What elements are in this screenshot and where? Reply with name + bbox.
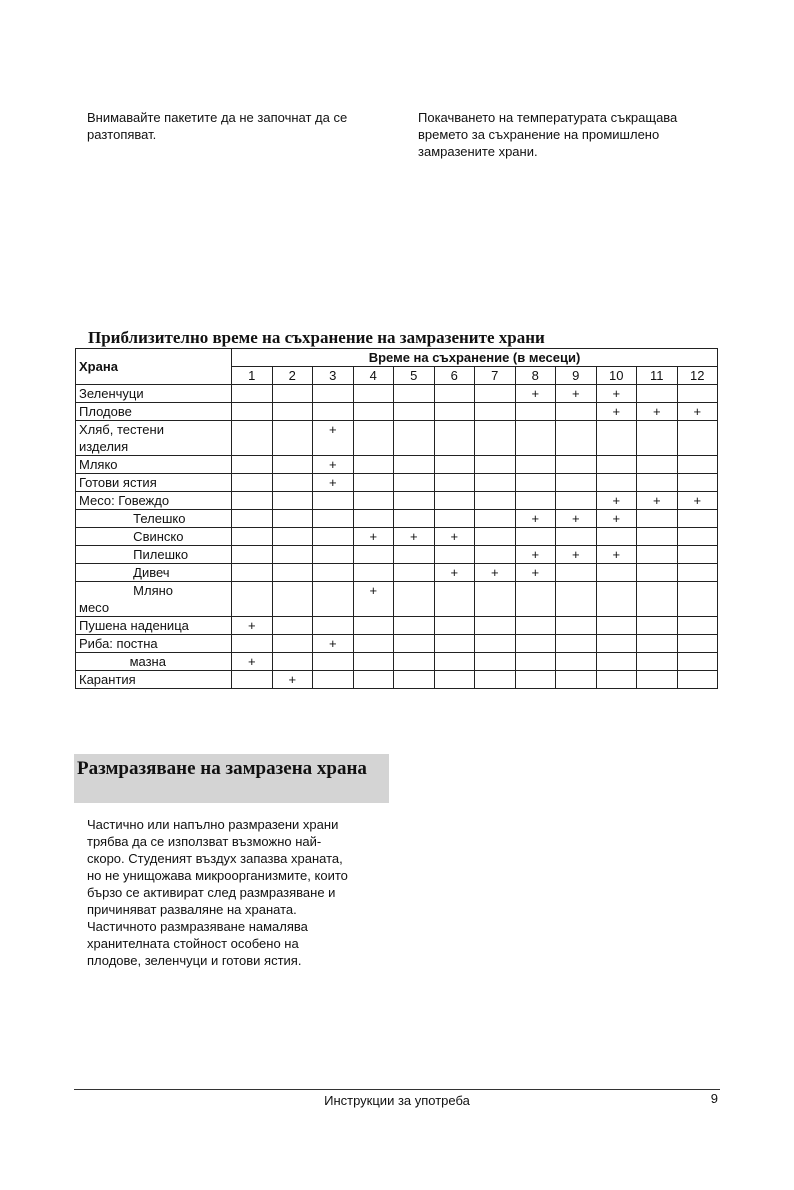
empty-month-cell [515,653,556,671]
empty-month-cell [637,421,678,456]
storage-mark-cell: + [353,582,394,617]
empty-month-cell [637,653,678,671]
empty-month-cell [475,528,516,546]
empty-month-cell [596,564,637,582]
table-row [76,403,718,421]
month-header-cell: 7 [475,367,516,385]
empty-month-cell [637,582,678,617]
storage-mark-cell: + [677,403,718,421]
empty-month-cell [394,617,435,635]
food-label-cell: Свинско [76,528,232,546]
empty-month-cell [677,635,718,653]
food-label-cell: Телешко [76,510,232,528]
empty-month-cell [637,635,678,653]
food-label-cell: Плодове [76,403,232,421]
empty-month-cell [434,421,475,456]
food-label-cell: Месо: Говеждо [76,492,232,510]
empty-month-cell [637,510,678,528]
storage-mark-cell: + [515,564,556,582]
empty-month-cell [677,653,718,671]
empty-month-cell [313,546,354,564]
food-label-cell: Риба: постна [76,635,232,653]
empty-month-cell [232,564,273,582]
empty-month-cell [353,403,394,421]
empty-month-cell [272,528,313,546]
empty-month-cell [515,582,556,617]
empty-month-cell [232,385,273,403]
empty-month-cell [637,456,678,474]
empty-month-cell [272,510,313,528]
page-number: 9 [710,1091,718,1106]
food-label-cell: мазна [76,653,232,671]
empty-month-cell [313,564,354,582]
storage-mark-cell: + [475,564,516,582]
thaw-section-heading: Размразяване на замразена храна [77,758,367,779]
storage-mark-cell: + [596,546,637,564]
empty-month-cell [434,653,475,671]
month-header-cell: 3 [313,367,354,385]
footer-title: Инструкции за употреба [324,1093,470,1108]
empty-month-cell [232,492,273,510]
storage-mark-cell: + [313,456,354,474]
empty-month-cell [272,653,313,671]
footer-divider [74,1089,720,1090]
empty-month-cell [434,546,475,564]
month-header-cell: 2 [272,367,313,385]
empty-month-cell [353,456,394,474]
empty-month-cell [556,403,597,421]
empty-month-cell [677,528,718,546]
empty-month-cell [515,617,556,635]
empty-month-cell [475,456,516,474]
empty-month-cell [394,564,435,582]
storage-mark-cell: + [515,510,556,528]
empty-month-cell [313,510,354,528]
empty-month-cell [556,492,597,510]
month-header-cell: 1 [232,367,273,385]
empty-month-cell [475,546,516,564]
empty-month-cell [272,582,313,617]
empty-month-cell [313,671,354,689]
empty-month-cell [677,546,718,564]
empty-month-cell [475,635,516,653]
empty-month-cell [232,510,273,528]
storage-mark-cell: + [313,474,354,492]
storage-mark-cell: + [596,492,637,510]
storage-mark-cell: + [637,403,678,421]
empty-month-cell [556,474,597,492]
empty-month-cell [394,671,435,689]
month-header-cell: 9 [556,367,597,385]
empty-month-cell [475,403,516,421]
empty-month-cell [515,492,556,510]
storage-mark-cell: + [232,617,273,635]
empty-month-cell [353,474,394,492]
storage-mark-cell: + [677,492,718,510]
food-label-cell: Пушена наденица [76,617,232,635]
empty-month-cell [475,671,516,689]
storage-mark-cell: + [596,403,637,421]
intro-right-paragraph: Покачването на температурата съкращава времето за съхранение на промишлено замразените храни. [418,110,678,159]
month-header-cell: 6 [434,367,475,385]
food-label-cell: Мляко [76,456,232,474]
empty-month-cell [677,474,718,492]
empty-month-cell [272,635,313,653]
table-row [76,564,718,582]
empty-month-cell [596,456,637,474]
empty-month-cell [475,510,516,528]
empty-month-cell [353,385,394,403]
empty-month-cell [596,474,637,492]
table-row [76,385,718,403]
empty-month-cell [596,671,637,689]
empty-month-cell [556,671,597,689]
empty-month-cell [434,456,475,474]
month-header-cell: 8 [515,367,556,385]
empty-month-cell [272,403,313,421]
empty-month-cell [434,474,475,492]
empty-month-cell [556,564,597,582]
empty-month-cell [556,635,597,653]
storage-mark-cell: + [515,385,556,403]
table-row [76,671,718,689]
empty-month-cell [515,528,556,546]
food-label-cell: Пилешко [76,546,232,564]
empty-month-cell [556,617,597,635]
empty-month-cell [353,492,394,510]
empty-month-cell [272,492,313,510]
empty-month-cell [394,385,435,403]
empty-month-cell [677,510,718,528]
empty-month-cell [232,546,273,564]
storage-mark-cell: + [556,385,597,403]
storage-mark-cell: + [596,385,637,403]
storage-mark-cell: + [353,528,394,546]
empty-month-cell [556,582,597,617]
empty-month-cell [353,653,394,671]
food-label-cell: Хляб, тестени изделия [76,421,232,456]
empty-month-cell [353,510,394,528]
empty-month-cell [637,474,678,492]
empty-month-cell [434,671,475,689]
table-row [76,510,718,528]
empty-month-cell [313,492,354,510]
empty-month-cell [434,510,475,528]
empty-month-cell [232,421,273,456]
empty-month-cell [394,635,435,653]
empty-month-cell [394,582,435,617]
empty-month-cell [475,617,516,635]
thaw-section-body: Частично или напълно размразени храни трябва да се използват възможно най- скоро. Студеният въздух запазва храната, но не унищожава микроорганизмите, които бързо се активират след размразяване и причиняват разваляне на храната. Частичното размразяване намалява хранителната стойност особено на плодове, зеленчуци и готови ястия. [87,817,348,968]
table-row [76,546,718,564]
month-header-cell: 5 [394,367,435,385]
storage-mark-cell: + [434,564,475,582]
empty-month-cell [677,385,718,403]
empty-month-cell [232,635,273,653]
empty-month-cell [515,474,556,492]
empty-month-cell [313,617,354,635]
empty-month-cell [394,421,435,456]
empty-month-cell [515,403,556,421]
empty-month-cell [232,456,273,474]
empty-month-cell [475,653,516,671]
storage-mark-cell: + [556,510,597,528]
empty-month-cell [515,456,556,474]
empty-month-cell [677,671,718,689]
empty-month-cell [637,528,678,546]
empty-month-cell [272,564,313,582]
empty-month-cell [434,617,475,635]
empty-month-cell [637,617,678,635]
table-row [76,421,718,456]
empty-month-cell [232,474,273,492]
storage-mark-cell: + [596,510,637,528]
empty-month-cell [556,421,597,456]
food-label-cell: Зеленчуци [76,385,232,403]
table-row [76,617,718,635]
empty-month-cell [637,671,678,689]
empty-month-cell [596,617,637,635]
empty-month-cell [434,582,475,617]
empty-month-cell [677,617,718,635]
storage-mark-cell: + [394,528,435,546]
empty-month-cell [272,546,313,564]
storage-mark-cell: + [272,671,313,689]
empty-month-cell [394,474,435,492]
empty-month-cell [394,456,435,474]
month-header-cell: 11 [637,367,678,385]
empty-month-cell [637,564,678,582]
empty-month-cell [272,385,313,403]
empty-month-cell [434,492,475,510]
table-row [76,492,718,510]
empty-month-cell [677,456,718,474]
empty-month-cell [475,582,516,617]
empty-month-cell [596,528,637,546]
month-header-cell: 4 [353,367,394,385]
food-label-cell: Мляно месо [76,582,232,617]
table-row [76,528,718,546]
empty-month-cell [434,385,475,403]
empty-month-cell [394,546,435,564]
month-header-cell: 10 [596,367,637,385]
table-row [76,582,718,617]
empty-month-cell [475,492,516,510]
empty-month-cell [353,617,394,635]
empty-month-cell [272,617,313,635]
food-label-cell: Карантия [76,671,232,689]
table-row [76,474,718,492]
empty-month-cell [232,528,273,546]
empty-month-cell [272,474,313,492]
empty-month-cell [556,456,597,474]
empty-month-cell [394,510,435,528]
empty-month-cell [677,582,718,617]
empty-month-cell [272,421,313,456]
empty-month-cell [313,385,354,403]
storage-mark-cell: + [434,528,475,546]
storage-table-title: Приблизително време на съхранение на замразените храни [88,328,545,347]
empty-month-cell [353,671,394,689]
empty-month-cell [637,546,678,564]
empty-month-cell [637,385,678,403]
empty-month-cell [232,403,273,421]
table-row [76,456,718,474]
storage-mark-cell: + [556,546,597,564]
empty-month-cell [394,492,435,510]
table-row [76,653,718,671]
empty-month-cell [596,653,637,671]
food-label-cell: Готови ястия [76,474,232,492]
storage-time-table [75,348,718,689]
empty-month-cell [556,653,597,671]
storage-mark-cell: + [313,635,354,653]
food-column-header: Храна [76,349,232,385]
empty-month-cell [313,582,354,617]
empty-month-cell [475,421,516,456]
empty-month-cell [232,582,273,617]
empty-month-cell [394,653,435,671]
storage-mark-cell: + [313,421,354,456]
storage-time-header: Време на съхранение (в месеци) [232,349,718,367]
empty-month-cell [313,403,354,421]
empty-month-cell [434,635,475,653]
empty-month-cell [353,546,394,564]
empty-month-cell [596,421,637,456]
table-row [76,635,718,653]
empty-month-cell [596,635,637,653]
empty-month-cell [394,403,435,421]
empty-month-cell [272,456,313,474]
empty-month-cell [353,635,394,653]
storage-mark-cell: + [515,546,556,564]
empty-month-cell [515,671,556,689]
empty-month-cell [515,635,556,653]
empty-month-cell [475,385,516,403]
empty-month-cell [475,474,516,492]
intro-left-paragraph: Внимавайте пакетите да не започнат да се разтопяват. [87,110,348,142]
empty-month-cell [313,653,354,671]
empty-month-cell [434,403,475,421]
empty-month-cell [677,564,718,582]
empty-month-cell [353,564,394,582]
empty-month-cell [515,421,556,456]
empty-month-cell [677,421,718,456]
empty-month-cell [556,528,597,546]
food-label-cell: Дивеч [76,564,232,582]
storage-mark-cell: + [232,653,273,671]
empty-month-cell [313,528,354,546]
empty-month-cell [353,421,394,456]
month-header-cell: 12 [677,367,718,385]
empty-month-cell [596,582,637,617]
empty-month-cell [232,671,273,689]
storage-mark-cell: + [637,492,678,510]
